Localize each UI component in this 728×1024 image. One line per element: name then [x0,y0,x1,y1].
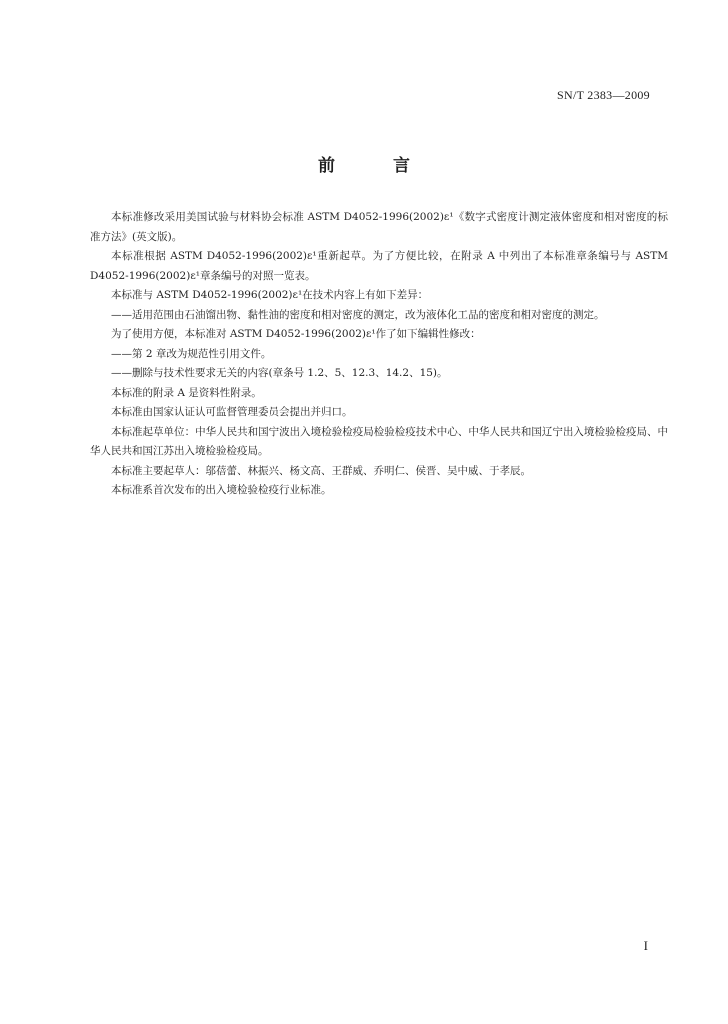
list-item-deleted-content: ——删除与技术性要求无关的内容(章条号 1.2、5、12.3、14.2、15)。 [111,367,448,379]
paragraph-adoption: 本标准修改采用美国试验与材料协会标准 ASTM D4052-1996(2002)ε¹《数字式密度计测定液体密度和相对密度的标准方法》(英文版)。 [90,211,668,243]
paragraph-drafters: 本标准主要起草人：邬蓓蕾、林振兴、杨文高、王群威、乔明仁、侯晋、吴中威、于孝辰。 [111,464,531,477]
standard-code: SN/T 2383—2009 [557,88,650,102]
list-item-chapter-2: ——第 2 章改为规范性引用文件。 [111,347,272,360]
page-number: I [643,938,648,953]
paragraph-editorial-changes: 为了使用方便，本标准对 ASTM D4052-1996(2002)ε¹作了如下编辑性修改： [111,328,481,340]
paragraph-proposer: 本标准由国家认证认可监督管理委员会提出并归口。 [111,406,353,418]
paragraph-first-issue: 本标准系首次发布的出入境检验检疫行业标准。 [111,484,332,496]
paragraph-redrafting: 本标准根据 ASTM D4052-1996(2002)ε¹重新起草。为了方便比较，在附录 A 中列出了本标准章条编号与 ASTM D4052-1996(2002)ε¹章条编号的对照一览表。 [90,250,668,282]
paragraph-drafting-units: 本标准起草单位：中华人民共和国宁波出入境检验检疫局检验检疫技术中心、中华人民共和国辽宁出入境检验检疫局、中华人民共和国江苏出入境检验检疫局。 [90,425,668,457]
list-item-scope-change: ——适用范围由石油馏出物、黏性油的密度和相对密度的测定，改为液体化工品的密度和相对密度的测定。 [111,308,605,321]
foreword-body [90,208,668,501]
page-title: 前 言 [318,156,436,176]
paragraph-technical-differences: 本标准与 ASTM D4052-1996(2002)ε¹在技术内容上有如下差异： [111,289,429,301]
paragraph-annex: 本标准的附录 A 是资料性附录。 [111,386,262,399]
